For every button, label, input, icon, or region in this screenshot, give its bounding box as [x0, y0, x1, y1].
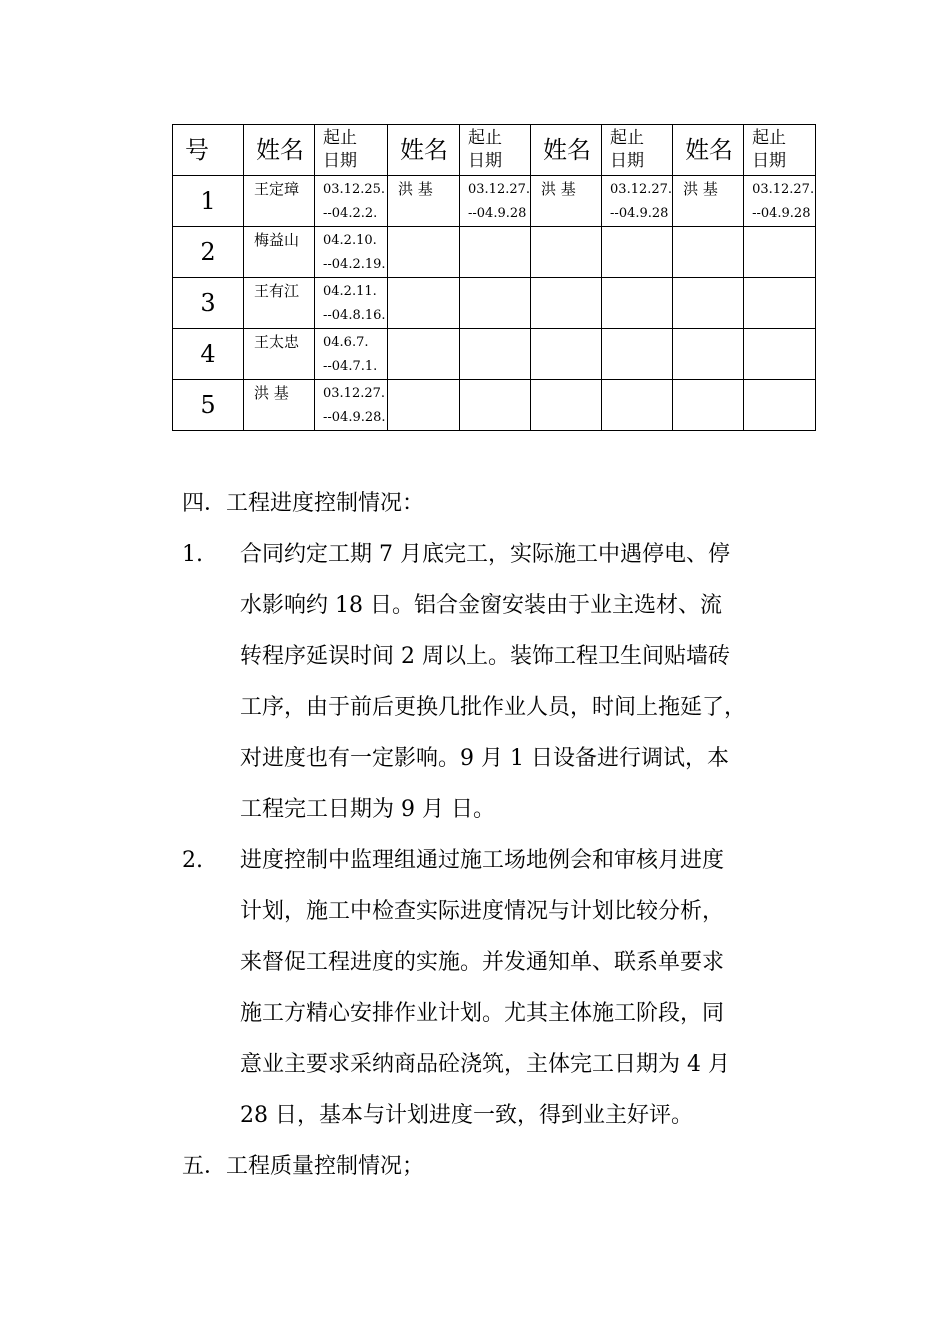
row-num: 2 [173, 227, 244, 278]
paragraph-line: 工程完工日期为 9 月 日。 [240, 797, 495, 822]
list-item-number: 1. [182, 542, 203, 567]
empty-cell [388, 227, 460, 278]
row-date: 04.2.10. --04.2.19. [315, 227, 388, 278]
row-date: 03.12.27. --04.9.28 [460, 176, 531, 227]
row-num: 3 [173, 278, 244, 329]
row-name: 梅益山 [244, 227, 315, 278]
empty-cell [388, 329, 460, 380]
paragraph-line: 转程序延误时间 2 周以上。装饰工程卫生间贴墙砖 [240, 644, 730, 669]
row-date: 04.6.7. --04.7.1. [315, 329, 388, 380]
header-date: 起止 日期 [460, 125, 531, 176]
section-5-title: 五．工程质量控制情况； [182, 1154, 425, 1179]
row-date: 04.2.11. --04.8.16. [315, 278, 388, 329]
empty-cell [744, 227, 816, 278]
paragraph-line: 来督促工程进度的实施。并发通知单、联系单要求 [240, 950, 725, 975]
staff-table [172, 124, 816, 431]
empty-cell [531, 227, 602, 278]
paragraph-line: 意业主要求采纳商品砼浇筑，主体完工日期为 4 月 [240, 1052, 730, 1077]
empty-cell [388, 380, 460, 431]
header-num: 号 [173, 125, 244, 176]
paragraph-line: 进度控制中监理组通过施工场地例会和审核月进度 [240, 848, 725, 873]
table-header-row [173, 125, 816, 176]
row-num: 5 [173, 380, 244, 431]
row-date: 03.12.27. --04.9.28. [315, 380, 388, 431]
list-item-number: 2. [182, 848, 203, 873]
row-date: 03.12.27. --04.9.28 [744, 176, 816, 227]
paragraph-line: 28 日，基本与计划进度一致，得到业主好评。 [240, 1103, 693, 1128]
empty-cell [460, 278, 531, 329]
header-name: 姓名 [244, 125, 315, 176]
header-name: 姓名 [388, 125, 460, 176]
paragraph-line: 施工方精心安排作业计划。尤其主体施工阶段，同 [240, 1001, 725, 1026]
section-4-title: 四．工程进度控制情况： [182, 491, 425, 516]
empty-cell [744, 278, 816, 329]
row-date: 03.12.27. --04.9.28 [602, 176, 673, 227]
body-text [182, 478, 832, 1192]
paragraph-line: 工序，由于前后更换几批作业人员，时间上拖延了， [240, 695, 747, 720]
empty-cell [602, 227, 673, 278]
empty-cell [673, 227, 744, 278]
table-row [173, 329, 816, 380]
paragraph-line: 计划，施工中检查实际进度情况与计划比较分析， [240, 899, 725, 924]
empty-cell [673, 329, 744, 380]
list-item [182, 835, 832, 1141]
empty-cell [744, 329, 816, 380]
empty-cell [531, 278, 602, 329]
row-name: 王定璋 [244, 176, 315, 227]
header-name: 姓名 [531, 125, 602, 176]
row-name: 洪 基 [531, 176, 602, 227]
paragraph-line: 对进度也有一定影响。9 月 1 日设备进行调试，本 [240, 746, 729, 771]
empty-cell [602, 329, 673, 380]
empty-cell [460, 380, 531, 431]
row-date: 03.12.25. --04.2.2. [315, 176, 388, 227]
list-item-body [240, 835, 832, 1141]
table-row [173, 278, 816, 329]
row-name: 王有江 [244, 278, 315, 329]
row-name: 洪 基 [673, 176, 744, 227]
header-date: 起止 日期 [744, 125, 816, 176]
row-num: 4 [173, 329, 244, 380]
header-date: 起止 日期 [315, 125, 388, 176]
paragraph-line: 合同约定工期 7 月底完工，实际施工中遇停电、停 [240, 542, 730, 567]
row-name: 王太忠 [244, 329, 315, 380]
table-row [173, 227, 816, 278]
empty-cell [602, 380, 673, 431]
header-name: 姓名 [673, 125, 744, 176]
empty-cell [460, 329, 531, 380]
row-num: 1 [173, 176, 244, 227]
list-item [182, 529, 832, 835]
list-item-body [240, 529, 832, 835]
table-row [173, 176, 816, 227]
row-name: 洪 基 [388, 176, 460, 227]
empty-cell [388, 278, 460, 329]
empty-cell [602, 278, 673, 329]
empty-cell [744, 380, 816, 431]
table-row [173, 380, 816, 431]
empty-cell [460, 227, 531, 278]
header-date: 起止 日期 [602, 125, 673, 176]
empty-cell [531, 380, 602, 431]
row-name: 洪 基 [244, 380, 315, 431]
empty-cell [673, 278, 744, 329]
paragraph-line: 水影响约 18 日。铝合金窗安装由于业主选材、流 [240, 593, 722, 618]
empty-cell [673, 380, 744, 431]
empty-cell [531, 329, 602, 380]
